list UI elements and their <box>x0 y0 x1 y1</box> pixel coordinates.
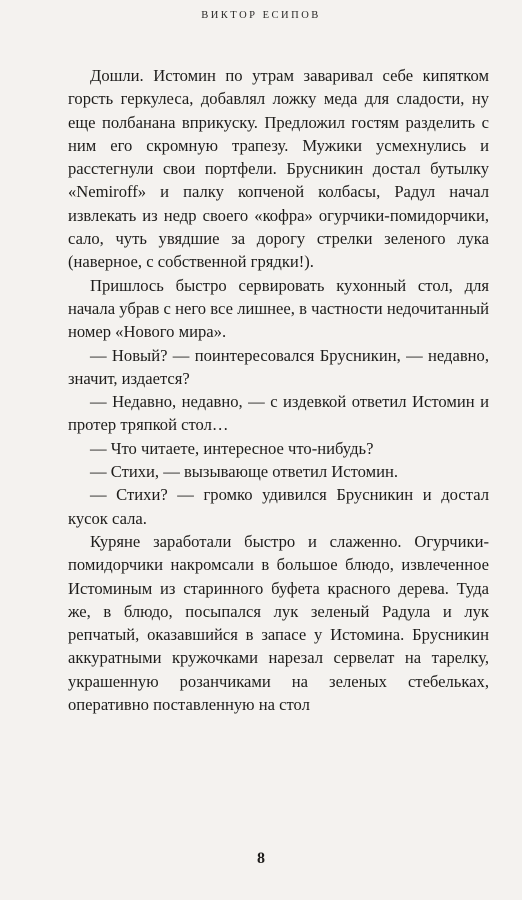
running-head: ВИКТОР ЕСИПОВ <box>201 10 321 21</box>
dialog-line-3: — Что читаете, интересное что-нибудь? <box>90 438 374 458</box>
dialog-line-2: — Недавно, недавно, — с издевкой ответил Истомин и протер тряпкой стол… <box>68 392 489 435</box>
dialog-line-5: — Стихи? — громко удивился Брусникин и достал кусок сала. <box>68 485 489 528</box>
dialog-line-1: — Новый? — поинтересовался Брусникин, — недавно, значит, издается? <box>68 345 489 388</box>
paragraph-2: Пришлось быстро сервировать кухонный стол, для начала убрав с него все лишнее, в частности недочитанный номер «Нового мира». <box>68 275 489 342</box>
dialog-line-4: — Стихи, — вызывающе ответил Истомин. <box>90 462 399 482</box>
page-number: 8 <box>257 850 265 867</box>
paragraph-1: Дошли. Истомин по утрам заваривал себе кипятком горсть геркулеса, добавлял ложку меда для сладости, ну еще полбанана вприкуску. Предложил гостям разделить с ним его скромную трапезу. Мужики усмехнулись и расстегнули свои портфели. Брусникин достал бутылку «Nemiroff» и палку копченой колбасы, Радул начал извлекать из недр своего «кофра» огурчики-помидорчики, сало, чуть увядшие за дорогу стрелки зеленого лука (наверное, с собственной грядки!). <box>68 66 489 272</box>
body-text <box>68 64 489 716</box>
paragraph-3: Куряне заработали быстро и слаженно. Огурчики-помидорчики накромсали в большое блюдо, извлеченное Истоминым из старинного буфета красного дерева. Туда же, в блюдо, посыпался лук зеленый Радула и лук репчатый, оказавшийся в запасе у Истомина. Брусникин аккуратными кружочками нарезал сервелат на тарелку, украшенную розанчиками на зеленых стебельках, оперативно поставленную на стол <box>68 531 489 715</box>
